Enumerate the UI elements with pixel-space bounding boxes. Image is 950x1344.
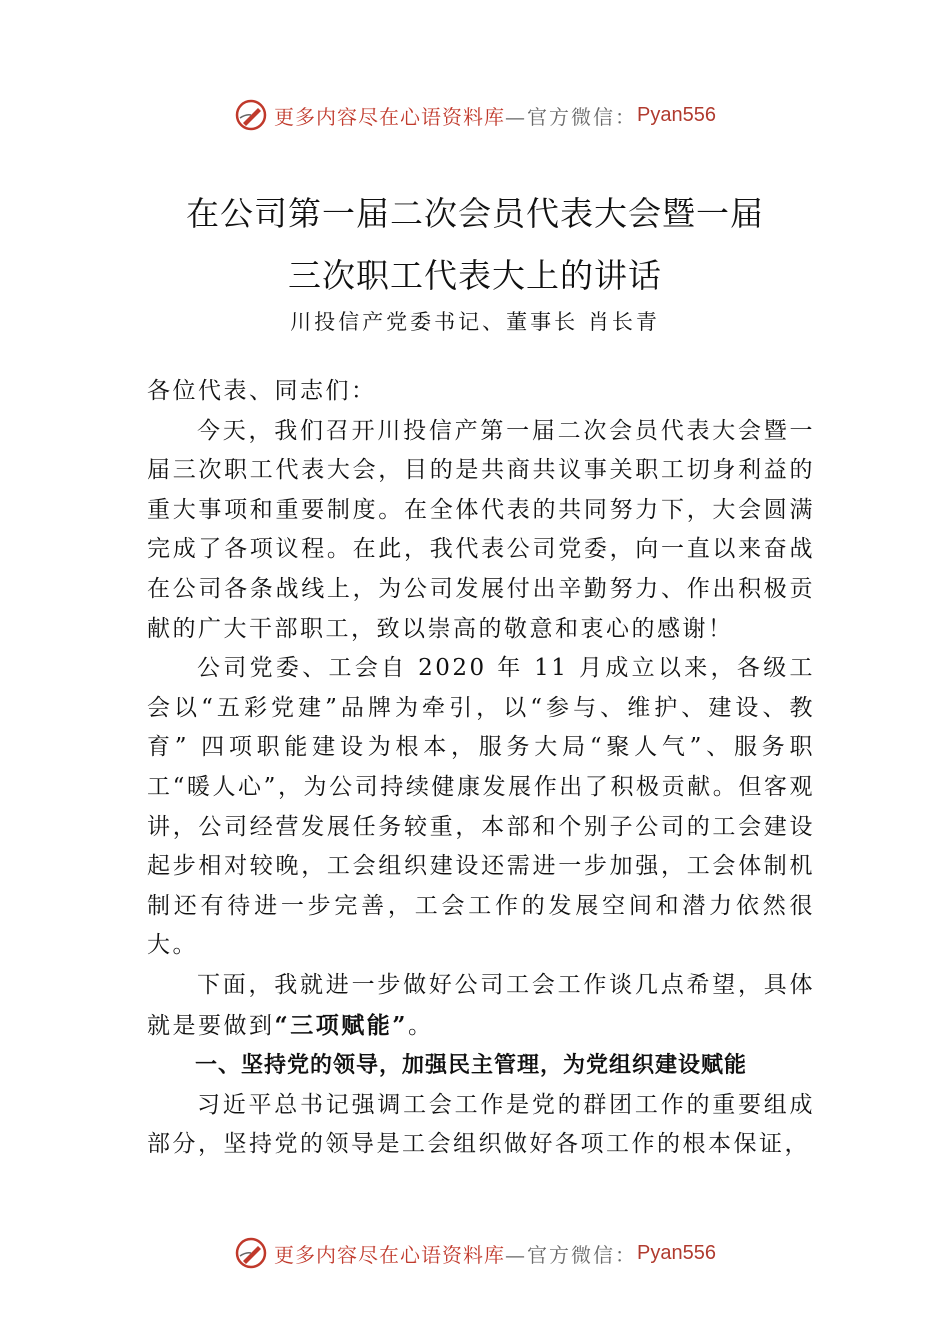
paragraph-3 bbox=[147, 966, 815, 1046]
paragraph-3-end: 。 bbox=[407, 1012, 434, 1039]
paragraph-1: 今天，我们召开川投信产第一届二次会员代表大会暨一届三次职工代表大会，目的是共商共议事关职工切身利益的重大事项和重要制度。在全体代表的共同努力下，大会圆满完成了各项议程。在此，我代表公司党委，向一直以来奋战在公司各条战线上，为公司发展付出辛勤努力、作出积极贡献的广大干部职工，致以崇高的敬意和衷心的感谢！ bbox=[147, 417, 815, 642]
watermark-bottom bbox=[0, 1233, 950, 1273]
section-heading-1: 一、坚持党的领导，加强民主管理，为党组织建设赋能 bbox=[195, 1053, 748, 1079]
document-byline: 川投信产党委书记、董事长 肖长青 bbox=[290, 310, 660, 334]
document-title-line2: 三次职工代表大上的讲话 bbox=[288, 256, 662, 295]
pen-circle-logo-icon bbox=[234, 98, 268, 132]
paragraph-3-emphasis: “三项赋能” bbox=[274, 1011, 408, 1039]
paragraph-2: 公司党委、工会自 2020 年 11 月成立以来，各级工会以“五彩党建”品牌为牵引，以“参与、维护、建设、教育” 四项职能建设为根本，服务大局“聚人气”、服务职工“暖人心”，为公司持续健康发展作出了积极贡献。但客观讲，公司经营发展任务较重，本部和个别子公司的工会建设起步相对较晚，工会组织建设还需进一步加强，工会体制机制还有待进一步完善，工会工作的发展空间和潜力依然很大。 bbox=[147, 655, 815, 959]
paragraph-3-text: 下面，我就进一步做好公司工会工作谈几点希望，具体就是要做到 bbox=[147, 971, 815, 1039]
watermark-top bbox=[0, 95, 950, 135]
watermark-brand-text: 更多内容尽在心语资料库 bbox=[274, 104, 506, 129]
salutation: 各位代表、同志们： bbox=[147, 378, 377, 404]
paragraph-4: 习近平总书记强调工会工作是党的群团工作的重要组成部分，坚持党的领导是工会组织做好各项工作的根本保证， bbox=[147, 1091, 815, 1158]
document-title-line1: 在公司第一届二次会员代表大会暨一届 bbox=[186, 194, 764, 233]
watermark-wechat-label: —官方微信： bbox=[505, 104, 638, 129]
watermark-wechat-label: —官方微信： bbox=[505, 1242, 638, 1267]
pen-circle-logo-icon bbox=[234, 1236, 268, 1270]
watermark-brand-text: 更多内容尽在心语资料库 bbox=[274, 1242, 506, 1267]
watermark-wechat-id: Pyan556 bbox=[637, 103, 716, 126]
watermark-wechat-id: Pyan556 bbox=[637, 1241, 716, 1264]
document-body bbox=[147, 372, 815, 1165]
